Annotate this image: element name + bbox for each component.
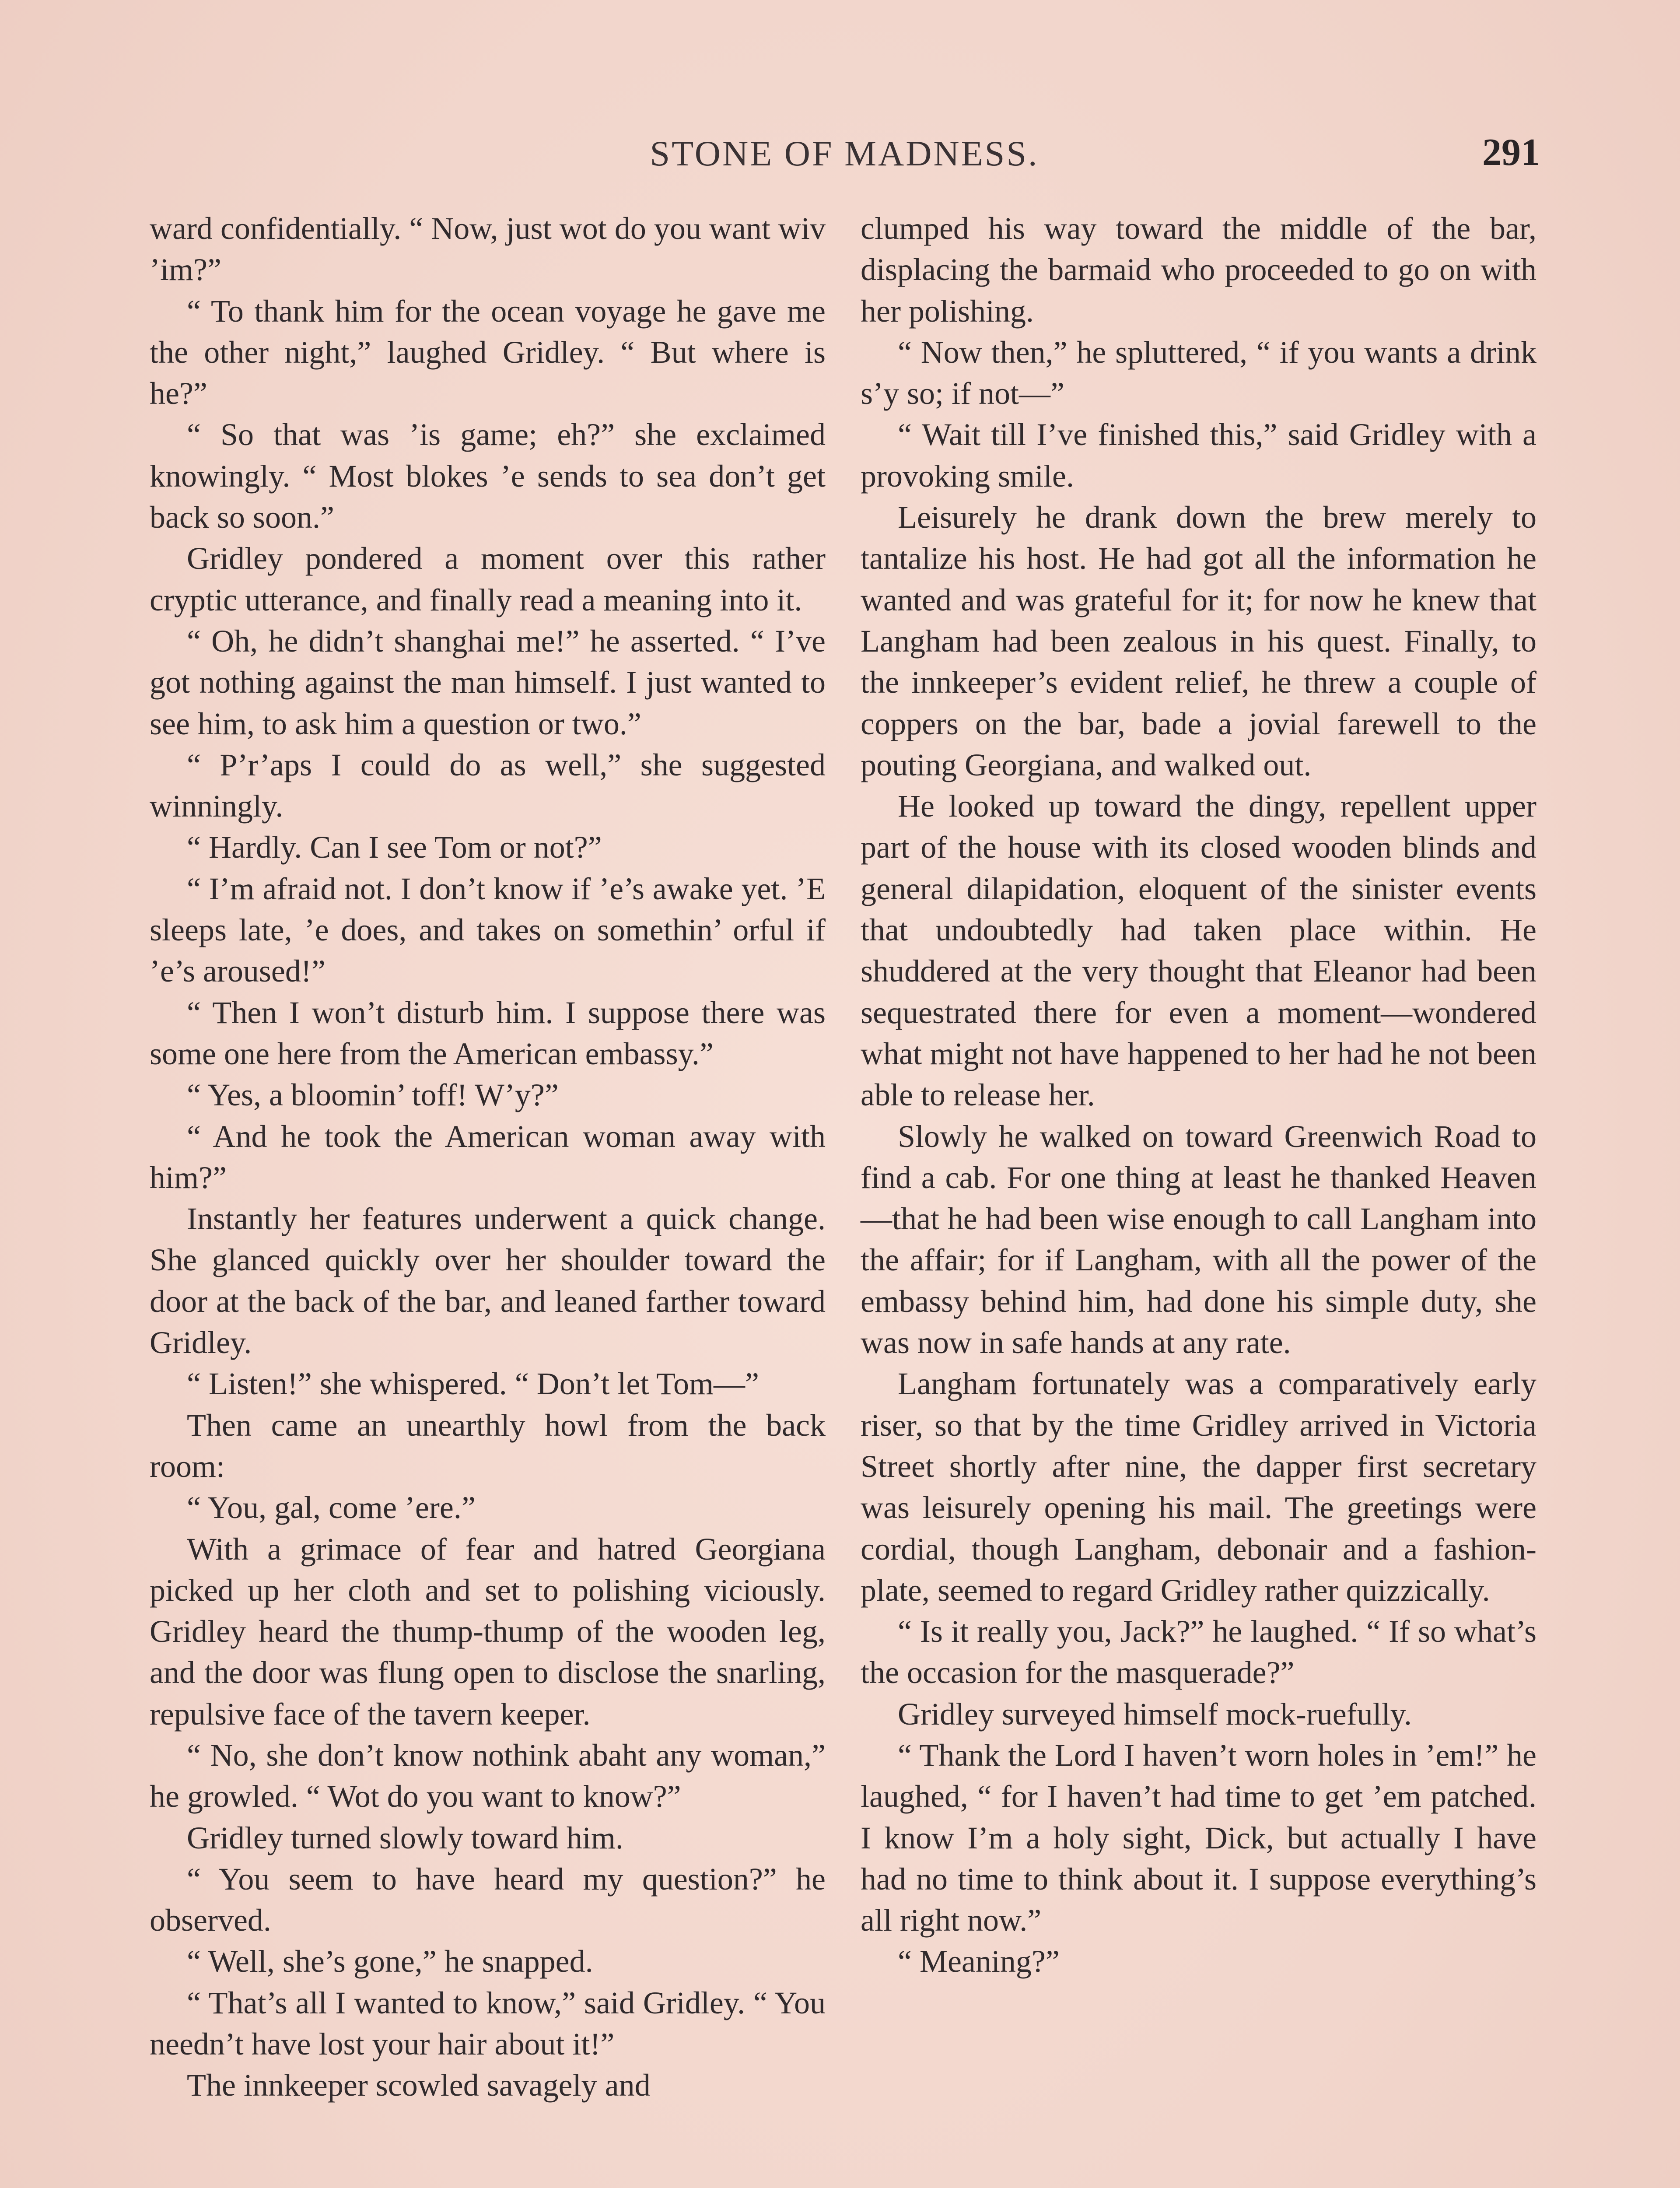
- paragraph: Langham fortunately was a comparatively early riser, so that by the time Gridley arrived in Victoria Street shortly after nine, the dapper first secretary was leisurely opening his mail. The greetings were cordial, though Langham, debonair and a fashion-plate, seemed to regard Gridley rather quizzically.: [861, 1366, 1536, 1608]
- paragraph: “ Then I won’t disturb him. I suppose there was some one here from the American embassy.”: [150, 995, 826, 1071]
- paragraph: Gridley turned slowly toward him.: [187, 1820, 623, 1855]
- paragraph: “ Thank the Lord I haven’t worn holes in ’em!” he laughed, “ for I haven’t had time to get ’em patched. I know I’m a holy sight, Dick, but actually I have had no time to think about it. I suppose everything’s all right now.”: [861, 1737, 1536, 1938]
- paragraph: Instantly her features underwent a quick change. She glanced quickly over her shoulder toward the door at the back of the bar, and leaned farther toward Gridley.: [150, 1201, 826, 1360]
- paragraph: “ Listen!” she whispered. “ Don’t let Tom—”: [187, 1366, 759, 1402]
- paragraph: He looked up toward the dingy, repellent upper part of the house with its closed wooden blinds and general dilapidation, eloquent of the sinister events that undoubtedly had taken place within. He shuddered at the very thought that Eleanor had been sequestrated there for even a moment—wondered what might not have happened to her had he not been able to release her.: [861, 789, 1536, 1113]
- paragraph: “ You, gal, come ’ere.”: [187, 1490, 476, 1525]
- paragraph: “ No, she don’t know nothink abaht any woman,” he growled. “ Wot do you want to know?”: [150, 1737, 826, 1814]
- paragraph: “ Well, she’s gone,” he snapped.: [187, 1944, 593, 1979]
- paragraph: Leisurely he drank down the brew merely to tantalize his host. He had got all the information he wanted and was grateful for it; for now he knew that Langham had been zealous in his quest. Finally, to the innkeeper’s evident relief, he threw a couple of coppers on the bar, bade a jovial farewell to the pouting Georgiana, and walked out.: [861, 500, 1536, 782]
- paragraph: “ To thank him for the ocean voyage he gave me the other night,” laughed Gridley. “ But where is he?”: [150, 293, 826, 411]
- paragraph: The innkeeper scowled savagely and: [187, 2068, 651, 2103]
- paragraph: “ Now then,” he spluttered, “ if you wants a drink s’y so; if not—”: [861, 334, 1536, 411]
- paragraph: “ And he took the American woman away with him?”: [150, 1119, 826, 1195]
- paragraph: “ Meaning?”: [898, 1944, 1060, 1979]
- paragraph: ward confidentially. “ Now, just wot do you want wiv ’im?”: [150, 211, 826, 288]
- paragraph: “ So that was ’is game; eh?” she exclaimed knowingly. “ Most blokes ’e sends to sea don’t get back so soon.”: [150, 417, 826, 535]
- paragraph: Then came an unearthly howl from the back room:: [150, 1407, 826, 1484]
- paragraph: “ Oh, he didn’t shanghai me!” he asserted. “ I’ve got nothing against the man himself. I just wanted to see him, to ask him a question or two.”: [150, 623, 826, 741]
- page-header: [149, 127, 1540, 184]
- page-number: 291: [1482, 131, 1540, 174]
- paragraph: “ Yes, a bloomin’ toff! W’y?”: [187, 1077, 559, 1113]
- paragraph: “ Is it really you, Jack?” he laughed. “ If so what’s the occasion for the masquerade?”: [861, 1614, 1536, 1690]
- paragraph: Slowly he walked on toward Greenwich Road to find a cab. For one thing at least he thanked Heaven—that he had been wise enough to call Langham into the affair; for if Langham, with all the power of the embassy behind him, had done his simple duty, she was now in safe hands at any rate.: [861, 1119, 1536, 1360]
- paragraph: “ Wait till I’ve finished this,” said Gridley with a provoking smile.: [861, 417, 1536, 494]
- left-column: [150, 208, 826, 2106]
- paragraph: “ You seem to have heard my question?” he observed.: [150, 1861, 826, 1938]
- right-column: [861, 208, 1536, 1982]
- paragraph: “ That’s all I wanted to know,” said Gridley. “ You needn’t have lost your hair about it!”: [150, 1985, 826, 2062]
- paragraph: “ I’m afraid not. I don’t know if ’e’s awake yet. ’E sleeps late, ’e does, and takes on somethin’ orful if ’e’s aroused!”: [150, 871, 826, 989]
- paragraph: Gridley surveyed himself mock-ruefully.: [898, 1696, 1412, 1732]
- paragraph: clumped his way toward the middle of the bar, displacing the barmaid who proceeded to go on with her polishing.: [861, 211, 1536, 329]
- running-title: STONE OF MADNESS.: [650, 133, 1039, 173]
- paragraph: “ P’r’aps I could do as well,” she suggested winningly.: [150, 747, 826, 824]
- paragraph: “ Hardly. Can I see Tom or not?”: [187, 830, 602, 865]
- paragraph: With a grimace of fear and hatred Georgiana picked up her cloth and set to polishing viciously. Gridley heard the thump-thump of the wooden leg, and the door was flung open to disclose the snarling, repulsive face of the tavern keeper.: [150, 1531, 826, 1732]
- paragraph: Gridley pondered a moment over this rather cryptic utterance, and finally read a meaning into it.: [150, 541, 826, 617]
